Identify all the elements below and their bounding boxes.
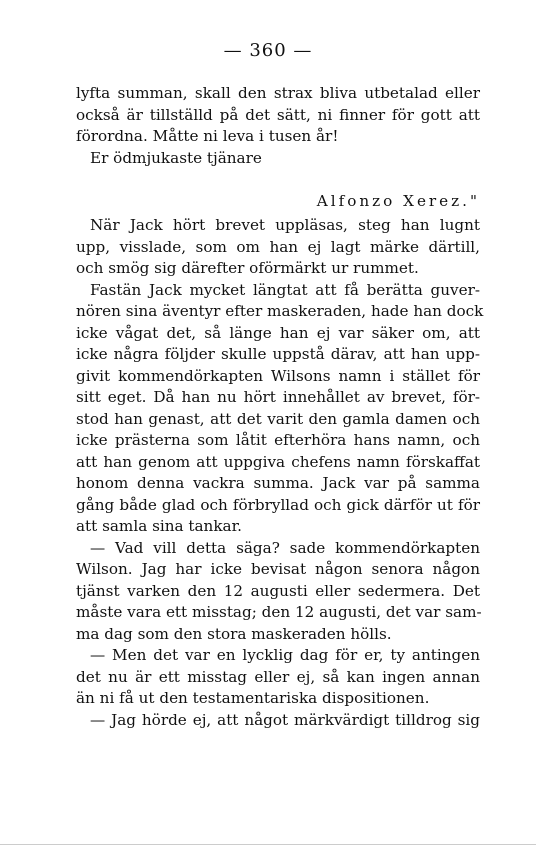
text-line: — Jag hörde ej, att något märkvärdigt tilldrog sig: [90, 710, 480, 729]
text-line: lyfta summan, skall den strax bliva utbetalad eller: [76, 84, 480, 102]
text-line: Wilson. Jag har icke bevisat någon senora någon: [76, 560, 480, 578]
text-line: givit kommendörkapten Wilsons namn i stället för: [76, 366, 480, 385]
text-line: stod han genast, att det varit den gamla damen och: [76, 409, 480, 428]
text-line: förordna. Måtte ni leva i tusen år!: [76, 127, 339, 145]
text-line: också är tillställd på det sätt, ni finner för gott att: [76, 105, 480, 124]
text-line: Er ödmjukaste tjänare: [90, 148, 262, 167]
text-line: upp, visslade, som om han ej lagt märke därtill,: [76, 237, 480, 256]
text-line: att samla sina tankar.: [76, 517, 243, 535]
text-line: ma dag som den stora maskeraden hölls.: [76, 624, 392, 643]
text-line: honom denna vackra summa. Jack var på samma: [76, 474, 480, 492]
text-line: Fastän Jack mycket längtat att få berätta guver-: [90, 280, 480, 299]
text-line: När Jack hört brevet uppläsas, steg han lugnt: [90, 216, 480, 234]
text-line: än ni få ut den testamentariska dispositionen.: [76, 689, 430, 707]
signature-line: Alfonzo Xerez.": [316, 191, 480, 210]
text-line: och smög sig därefter oförmärkt ur rummet.: [76, 259, 419, 277]
text-line: — Vad vill detta säga? sade kommendörkapten: [90, 538, 480, 557]
text-line: gång både glad och förbryllad och gick därför ut för: [76, 495, 480, 514]
text-line: [76, 169, 480, 191]
letter-ending: [76, 83, 480, 212]
text-line: nören sina äventyr efter maskeraden, hade han dock: [76, 302, 484, 320]
text-line: måste vara ett misstag; den 12 augusti, det var sam-: [76, 603, 482, 621]
text-line: tjänst varken den 12 augusti eller sedermera. Det: [76, 581, 480, 600]
text-line: att han genom att uppgiva chefens namn förskaffat: [76, 452, 480, 471]
text-line: icke prästerna som låtit efterhöra hans namn, och: [76, 431, 480, 449]
page-number: — 360 —: [223, 40, 313, 61]
page-edge: [0, 844, 536, 845]
text-line: sitt eget. Då han nu hört innehållet av brevet, för-: [76, 388, 480, 406]
body-text: [76, 215, 484, 731]
text-line: icke vågat det, så länge han ej var säker om, att: [76, 323, 480, 342]
text-line: det nu är ett misstag eller ej, så kan ingen annan: [76, 667, 480, 686]
text-line: — Men det var en lycklig dag för er, ty antingen: [90, 646, 480, 664]
text-line: icke några följder skulle uppstå därav, att han upp-: [76, 345, 480, 363]
